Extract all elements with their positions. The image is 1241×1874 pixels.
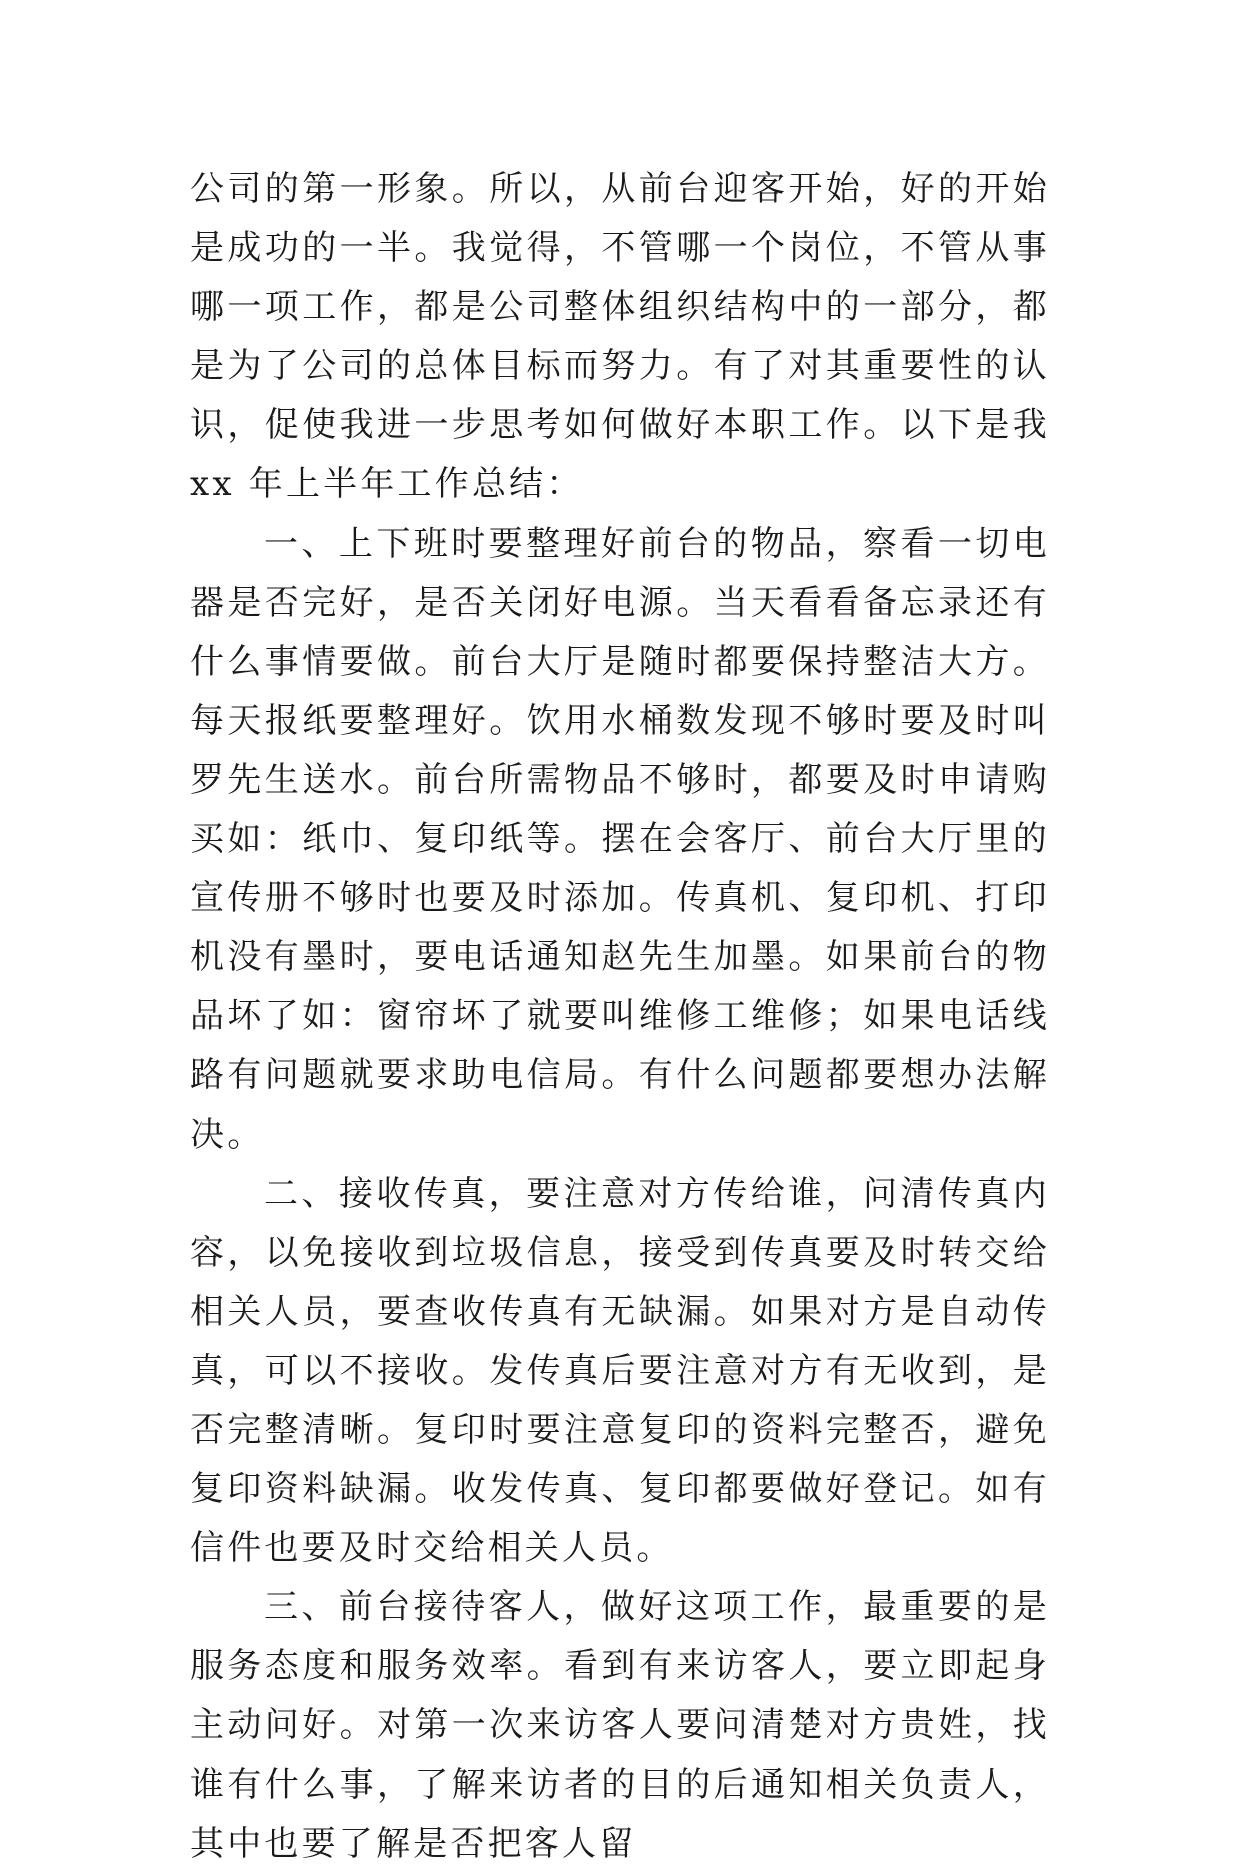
paragraph-intro: 公司的第一形象。所以，从前台迎客开始，好的开始是成功的一半。我觉得，不管哪一个岗位，不管从事哪一项工作，都是公司整体组织结构中的一部分，都是为了公司的总体目标而努力。有了对其重要性的认识，促使我进一步思考如何做好本职工作。以下是我 xx 年上半年工作总结： (190, 169, 1050, 505)
document-body (190, 160, 1050, 1874)
paragraph-item-3: 三、前台接待客人，做好这项工作，最重要的是服务态度和服务效率。看到有来访客人，要立即起身主动问好。对第一次来访客人要问清楚对方贵姓，找谁有什么事，了解来访者的目的后通知相关负责人，其中也要了解是否把客人留 (190, 1587, 1050, 1864)
paragraph-item-2: 二、接收传真，要注意对方传给谁，问清传真内容，以免接收到垃圾信息，接受到传真要及时转交给相关人员，要查收传真有无缺漏。如果对方是自动传真，可以不接收。发传真后要注意对方有无收到，是否完整清晰。复印时要注意复印的资料完整否，避免复印资料缺漏。收发传真、复印都要做好登记。如有信件也要及时交给相关人员。 (190, 1173, 1050, 1569)
paragraph-item-1: 一、上下班时要整理好前台的物品，察看一切电器是否完好，是否关闭好电源。当天看看备忘录还有什么事情要做。前台大厅是随时都要保持整洁大方。每天报纸要整理好。饮用水桶数发现不够时要及时叫罗先生送水。前台所需物品不够时，都要及时申请购买如：纸巾、复印纸等。摆在会客厅、前台大厅里的宣传册不够时也要及时添加。传真机、复印机、打印机没有墨时，要电话通知赵先生加墨。如果前台的物品坏了如：窗帘坏了就要叫维修工维修；如果电话线路有问题就要求助电信局。有什么问题都要想办法解决。 (190, 523, 1050, 1155)
